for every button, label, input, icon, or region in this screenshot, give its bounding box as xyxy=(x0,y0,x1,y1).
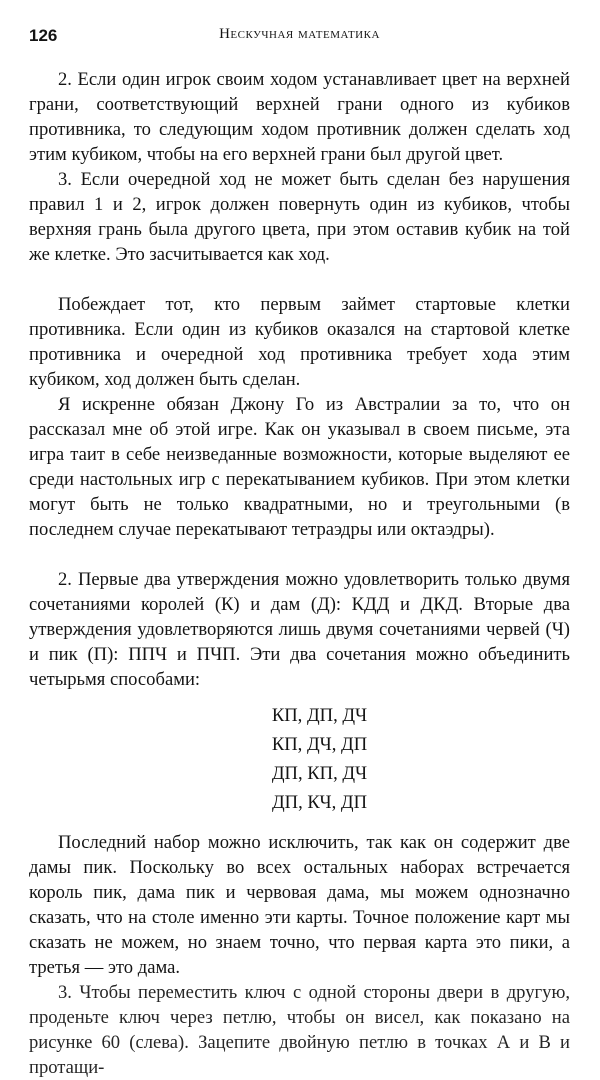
paragraph-conclusion: Последний набор можно исключить, так как он содержит две дамы пик. Поскольку во всех остальных наборах встречается король пик, дама пик и червовая дама, мы можем однозначно сказать, что на столе именно эти карты. Точное положение карт мы сказать не можем, но знаем точно, что первая карта это пики, а третья — это дама. xyxy=(29,832,570,978)
paragraph-answer-3: 3. Чтобы переместить ключ с одной стороны двери в другую, проденьте ключ через петлю, чтобы он висел, как показано на рисунке 60 (слева). Зацепите двойную петлю в точках А и В и протащи- xyxy=(29,982,570,1078)
combination-line: КП, ДЧ, ДП xyxy=(271,734,368,755)
page-header xyxy=(29,26,570,50)
combination-line: КП, ДП, ДЧ xyxy=(271,705,368,726)
paragraph-rule-2: 2. Если один игрок своим ходом устанавливает цвет на верхней грани, соответствующий верхней грани одного из кубиков противника, то следующим ходом противник должен сделать ход этим кубиком, чтобы на его верхней грани был другой цвет. xyxy=(29,69,570,165)
paragraph-gap xyxy=(29,542,570,567)
paragraph-answer-2: 2. Первые два утверждения можно удовлетворить только двумя сочетаниями королей (К) и дам (Д): КДД и ДКД. Вторые два утверждения удовлетворяются лишь двумя сочетаниями червей (Ч) и пик (П): ППЧ и ПЧП. Эти два сочетания можно объединить четырьмя способами: xyxy=(29,569,570,690)
combination-line: ДП, КЧ, ДП xyxy=(271,792,368,813)
combination-line: ДП, КП, ДЧ xyxy=(271,763,368,784)
page-number: 126 xyxy=(29,26,58,45)
paragraph-winner: Побеждает тот, кто первым займет стартовые клетки противника. Если один из кубиков оказался на стартовой клетке противника и очередной ход противника требует хода этим кубиком, ход должен быть сделан. xyxy=(29,294,570,390)
body-text xyxy=(29,67,570,1080)
paragraph-rule-3: 3. Если очередной ход не может быть сделан без нарушения правил 1 и 2, игрок должен повернуть один из кубиков, чтобы верхняя грань была другого цвета, при этом оставив кубик на той же клетке. Это засчитывается как ход. xyxy=(29,169,570,265)
card-combinations xyxy=(29,692,570,830)
running-title: Нескучная математика xyxy=(219,26,380,42)
paragraph-acknowledgement: Я искренне обязан Джону Го из Австралии за то, что он рассказал мне об этой игре. Как он указывал в своем письме, эта игра таит в себе неизведанные возможности, которые выделяют ее среди настольных игр с перекатыванием кубиков. При этом клетки могут быть не только квадратными, но и треугольными (в последнем случае перекатывают тетраэдры или октаэдры). xyxy=(29,394,570,540)
paragraph-gap xyxy=(29,267,570,292)
